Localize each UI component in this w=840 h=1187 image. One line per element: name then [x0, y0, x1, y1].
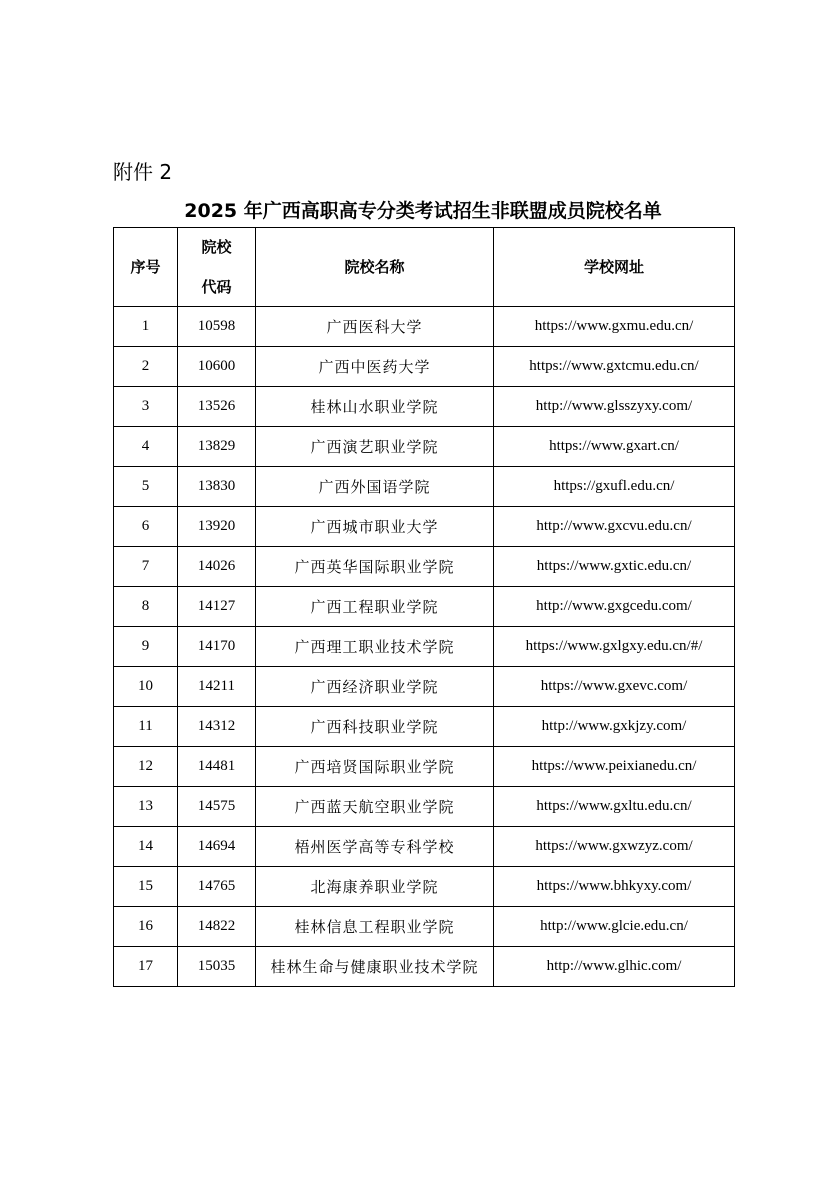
- cell-code: 14481: [178, 747, 256, 787]
- cell-seq: 5: [114, 467, 178, 507]
- table-body: [114, 307, 735, 987]
- cell-seq: 1: [114, 307, 178, 347]
- cell-school-name: 广西理工职业技术学院: [256, 627, 494, 667]
- cell-code: 14127: [178, 587, 256, 627]
- header-code-line1: 院校: [201, 238, 232, 256]
- cell-school-url[interactable]: http://www.glhic.com/: [494, 947, 735, 987]
- cell-code: 14312: [178, 707, 256, 747]
- cell-school-name: 广西外国语学院: [256, 467, 494, 507]
- table-header-row: [114, 228, 735, 307]
- cell-seq: 9: [114, 627, 178, 667]
- cell-school-url[interactable]: https://www.gxevc.com/: [494, 667, 735, 707]
- cell-seq: 10: [114, 667, 178, 707]
- cell-school-name: 广西英华国际职业学院: [256, 547, 494, 587]
- cell-school-url[interactable]: https://www.gxtcmu.edu.cn/: [494, 347, 735, 387]
- cell-seq: 7: [114, 547, 178, 587]
- cell-seq: 16: [114, 907, 178, 947]
- header-code-line2: 代码: [201, 278, 232, 296]
- cell-code: 14211: [178, 667, 256, 707]
- cell-school-name: 广西经济职业学院: [256, 667, 494, 707]
- cell-seq: 8: [114, 587, 178, 627]
- table-row: [114, 707, 735, 747]
- cell-code: 13920: [178, 507, 256, 547]
- cell-school-url[interactable]: http://www.gxkjzy.com/: [494, 707, 735, 747]
- attachment-label: 附件 2: [113, 160, 173, 184]
- cell-school-url[interactable]: https://www.peixianedu.cn/: [494, 747, 735, 787]
- cell-school-url[interactable]: http://www.gxcvu.edu.cn/: [494, 507, 735, 547]
- cell-school-url[interactable]: https://gxufl.edu.cn/: [494, 467, 735, 507]
- cell-school-url[interactable]: https://www.gxlgxy.edu.cn/#/: [494, 627, 735, 667]
- cell-code: 14575: [178, 787, 256, 827]
- header-code: [178, 228, 256, 307]
- table-row: [114, 507, 735, 547]
- cell-code: 15035: [178, 947, 256, 987]
- cell-seq: 17: [114, 947, 178, 987]
- cell-code: 14822: [178, 907, 256, 947]
- table-row: [114, 667, 735, 707]
- cell-school-name: 广西蓝天航空职业学院: [256, 787, 494, 827]
- cell-school-name: 广西科技职业学院: [256, 707, 494, 747]
- cell-code: 13829: [178, 427, 256, 467]
- cell-seq: 11: [114, 707, 178, 747]
- cell-code: 14026: [178, 547, 256, 587]
- table-row: [114, 787, 735, 827]
- cell-school-name: 广西演艺职业学院: [256, 427, 494, 467]
- cell-school-url[interactable]: https://www.gxtic.edu.cn/: [494, 547, 735, 587]
- header-name: 院校名称: [256, 228, 494, 307]
- table-row: [114, 307, 735, 347]
- cell-seq: 2: [114, 347, 178, 387]
- cell-school-name: 广西中医药大学: [256, 347, 494, 387]
- table-row: [114, 587, 735, 627]
- cell-seq: 6: [114, 507, 178, 547]
- cell-school-name: 广西医科大学: [256, 307, 494, 347]
- cell-school-name: 梧州医学高等专科学校: [256, 827, 494, 867]
- table-row: [114, 827, 735, 867]
- cell-code: 13830: [178, 467, 256, 507]
- table-row: [114, 547, 735, 587]
- cell-seq: 3: [114, 387, 178, 427]
- cell-seq: 12: [114, 747, 178, 787]
- cell-school-url[interactable]: https://www.gxltu.edu.cn/: [494, 787, 735, 827]
- cell-school-name: 广西城市职业大学: [256, 507, 494, 547]
- cell-school-name: 广西培贤国际职业学院: [256, 747, 494, 787]
- table-row: [114, 747, 735, 787]
- document-title: 2025 年广西高职高专分类考试招生非联盟成员院校名单: [184, 200, 662, 222]
- table-row: [114, 387, 735, 427]
- cell-school-name: 桂林生命与健康职业技术学院: [256, 947, 494, 987]
- cell-school-name: 桂林山水职业学院: [256, 387, 494, 427]
- cell-school-url[interactable]: https://www.gxwzyz.com/: [494, 827, 735, 867]
- cell-school-name: 北海康养职业学院: [256, 867, 494, 907]
- cell-seq: 15: [114, 867, 178, 907]
- cell-school-url[interactable]: https://www.gxart.cn/: [494, 427, 735, 467]
- table-row: [114, 347, 735, 387]
- cell-code: 14694: [178, 827, 256, 867]
- cell-seq: 14: [114, 827, 178, 867]
- table-row: [114, 627, 735, 667]
- table-row: [114, 947, 735, 987]
- cell-code: 14765: [178, 867, 256, 907]
- cell-school-name: 广西工程职业学院: [256, 587, 494, 627]
- cell-school-url[interactable]: http://www.glsszyxy.com/: [494, 387, 735, 427]
- header-seq: 序号: [114, 228, 178, 307]
- cell-code: 14170: [178, 627, 256, 667]
- cell-school-url[interactable]: http://www.gxgcedu.com/: [494, 587, 735, 627]
- cell-code: 10598: [178, 307, 256, 347]
- cell-school-name: 桂林信息工程职业学院: [256, 907, 494, 947]
- table-row: [114, 907, 735, 947]
- table-row: [114, 467, 735, 507]
- table-row: [114, 427, 735, 467]
- cell-school-url[interactable]: https://www.bhkyxy.com/: [494, 867, 735, 907]
- cell-code: 10600: [178, 347, 256, 387]
- cell-seq: 13: [114, 787, 178, 827]
- table-row: [114, 867, 735, 907]
- cell-code: 13526: [178, 387, 256, 427]
- cell-school-url[interactable]: http://www.glcie.edu.cn/: [494, 907, 735, 947]
- cell-school-url[interactable]: https://www.gxmu.edu.cn/: [494, 307, 735, 347]
- cell-seq: 4: [114, 427, 178, 467]
- header-url: 学校网址: [494, 228, 735, 307]
- school-roster-table: [113, 227, 735, 987]
